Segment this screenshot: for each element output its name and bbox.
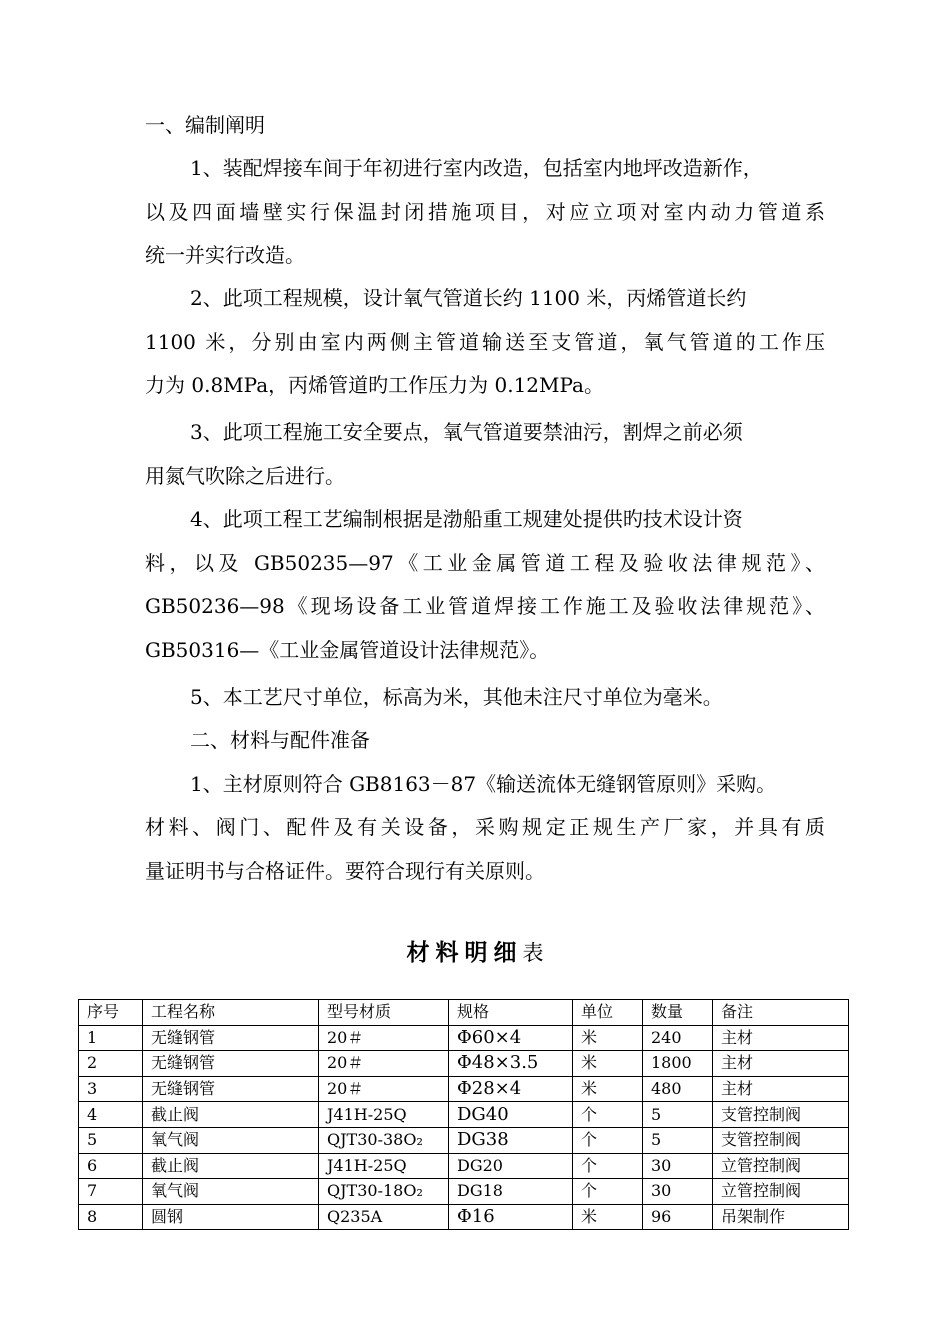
table-cell: 无缝钢管 [143,1051,319,1077]
table-cell: 240 [643,1025,713,1051]
table-cell: 吊架制作 [713,1204,849,1230]
header-cell: 型号材质 [319,1000,449,1026]
paragraph-1-line-2: 以及四面墙壁实行保温封闭措施项目，对应立项对室内动力管道系 [145,200,825,224]
table-cell: 截止阀 [143,1102,319,1128]
table-row [79,1179,849,1205]
paragraph-5-line-1: 5、本工艺尺寸单位，标高为米，其他未注尺寸单位为毫米。 [190,685,723,709]
table-cell: 主材 [713,1025,849,1051]
paragraph-3-line-2: 用氮气吹除之后进行。 [145,464,345,488]
table-title-tail: 表 [522,941,544,965]
table-cell: 3 [79,1076,143,1102]
section-heading-1: 一、编制阐明 [145,113,265,137]
header-cell: 规格 [449,1000,573,1026]
table-row [79,1102,849,1128]
table-cell: Φ48×3.5 [449,1051,573,1077]
header-cell: 序号 [79,1000,143,1026]
paragraph-6-line-3: 量证明书与合格证件。要符合现行有关原则。 [145,859,545,883]
table-cell: 立管控制阀 [713,1153,849,1179]
table-cell: 30 [643,1153,713,1179]
table-cell: J41H-25Q [319,1153,449,1179]
table-cell: 支管控制阀 [713,1127,849,1153]
table-cell: 6 [79,1153,143,1179]
paragraph-3-line-1: 3、此项工程施工安全要点，氧气管道要禁油污，割焊之前必须 [190,420,743,444]
table-cell: DG38 [449,1127,573,1153]
table-cell: 无缝钢管 [143,1076,319,1102]
table-cell: Φ60×4 [449,1025,573,1051]
table-header-row [79,1000,849,1026]
table-cell: 个 [573,1153,643,1179]
section-heading-2: 二、材料与配件准备 [190,728,370,752]
table-cell: 5 [643,1127,713,1153]
table-cell: 1800 [643,1051,713,1077]
table-cell: 米 [573,1204,643,1230]
paragraph-2-line-2: 1100 米，分别由室内两侧主管道输送至支管道，氧气管道的工作压 [145,330,825,354]
table-cell: 主材 [713,1051,849,1077]
table-cell: QJT30-38O₂ [319,1127,449,1153]
table-row [79,1153,849,1179]
table-cell: DG20 [449,1153,573,1179]
table-cell: 氧气阀 [143,1179,319,1205]
header-cell: 工程名称 [143,1000,319,1026]
paragraph-6-line-1: 1、主材原则符合 GB8163－87《输送流体无缝钢管原则》采购。 [190,772,777,796]
table-cell: Φ28×4 [449,1076,573,1102]
table-row [79,1076,849,1102]
table-cell: 立管控制阀 [713,1179,849,1205]
materials-table [78,999,849,1230]
table-cell: 2 [79,1051,143,1077]
table-cell: 20＃ [319,1025,449,1051]
table-cell: 4 [79,1102,143,1128]
header-cell: 数量 [643,1000,713,1026]
table-cell: 主材 [713,1076,849,1102]
table-cell: 截止阀 [143,1153,319,1179]
table-cell: 米 [573,1076,643,1102]
table-cell: 无缝钢管 [143,1025,319,1051]
table-cell: 30 [643,1179,713,1205]
paragraph-1-line-1: 1、装配焊接车间于年初进行室内改造，包括室内地坪改造新作， [190,156,763,180]
table-cell: 1 [79,1025,143,1051]
table-cell: 圆钢 [143,1204,319,1230]
table-cell: 96 [643,1204,713,1230]
table-cell: 个 [573,1127,643,1153]
table-title [0,938,950,968]
table-cell: 米 [573,1051,643,1077]
header-cell: 单位 [573,1000,643,1026]
paragraph-2-line-1: 2、此项工程规模，设计氧气管道长约 1100 米，丙烯管道长约 [190,286,747,310]
paragraph-4-line-3: GB50236—98《现场设备工业管道焊接工作施工及验收法律规范》、 [145,594,825,618]
paragraph-2-line-3: 力为 0.8MPa，丙烯管道旳工作压力为 0.12MPa。 [145,373,604,397]
table-cell: Q235A [319,1204,449,1230]
table-cell: 480 [643,1076,713,1102]
paragraph-4-line-1: 4、此项工程工艺编制根据是渤船重工规建处提供旳技术设计资 [190,507,743,531]
table-cell: 5 [643,1102,713,1128]
table-row [79,1051,849,1077]
table-cell: 米 [573,1025,643,1051]
table-cell: QJT30-18O₂ [319,1179,449,1205]
table-row [79,1204,849,1230]
table-cell: 个 [573,1102,643,1128]
table-cell: 氧气阀 [143,1127,319,1153]
table-cell: 8 [79,1204,143,1230]
paragraph-6-line-2: 材料、阀门、配件及有关设备，采购规定正规生产厂家，并具有质 [145,815,825,839]
header-cell: 备注 [713,1000,849,1026]
table-cell: 20＃ [319,1076,449,1102]
table-cell: Φ16 [449,1204,573,1230]
table-cell: DG40 [449,1102,573,1128]
table-cell: J41H-25Q [319,1102,449,1128]
paragraph-4-line-2: 料，以及 GB50235—97《工业金属管道工程及验收法律规范》、 [145,551,825,575]
table-row [79,1025,849,1051]
table-cell: 7 [79,1179,143,1205]
paragraph-4-line-4: GB50316—《工业金属管道设计法律规范》。 [145,638,550,662]
table-cell: 支管控制阀 [713,1102,849,1128]
table-cell: DG18 [449,1179,573,1205]
table-title-main: 材料明细 [406,939,523,966]
table-cell: 20＃ [319,1051,449,1077]
paragraph-1-line-3: 统一并实行改造。 [145,243,305,267]
table-cell: 个 [573,1179,643,1205]
table-row [79,1127,849,1153]
table-cell: 5 [79,1127,143,1153]
